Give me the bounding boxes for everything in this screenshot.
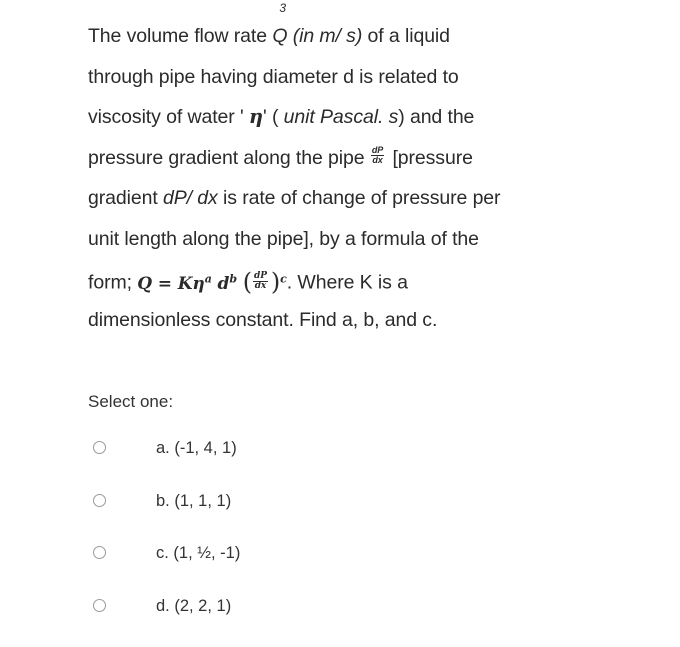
question-line-2: through pipe having diameter d is related to <box>88 57 648 98</box>
option-d[interactable] <box>93 595 240 647</box>
option-c[interactable] <box>93 542 240 595</box>
radio-icon[interactable] <box>93 494 106 507</box>
question-line-6: unit length along the pipe], by a formula of the <box>88 219 648 260</box>
option-label[interactable]: c. (1, ½, -1) <box>156 542 240 564</box>
question-line-8: dimensionless constant. Find a, b, and c. <box>88 300 648 341</box>
option-label[interactable]: b. (1, 1, 1) <box>156 490 231 512</box>
question-text <box>88 16 648 340</box>
radio-icon[interactable] <box>93 599 106 612</box>
flow-rate-symbol: Q (in m 3 <box>272 16 335 57</box>
radio-icon[interactable] <box>93 441 106 454</box>
option-b[interactable] <box>93 490 240 543</box>
option-a[interactable] <box>93 437 240 490</box>
answer-options <box>93 437 240 647</box>
question-line-4: pressure gradient along the pipe $\frac{dP}{dx}$ [pressure <box>88 138 648 179</box>
viscosity-symbol: η <box>249 105 263 128</box>
select-one-label: Select one: <box>88 390 173 414</box>
formula-fraction: $\frac{dP}{dx}$ <box>253 272 268 291</box>
pressure-gradient-fraction: $\frac{dP}{dx}$ <box>371 146 384 165</box>
radio-icon[interactable] <box>93 546 106 559</box>
formula: $Q = K\eta^a$ $d^b$ ( $\frac{dP}{dx}$ )$^c$ <box>137 274 287 294</box>
option-label[interactable]: a. (-1, 4, 1) <box>156 437 237 459</box>
question-line-1: The volume flow rate Q (in m 3 / s) of a liquid <box>88 16 648 57</box>
option-label[interactable]: d. (2, 2, 1) <box>156 595 231 617</box>
question-line-7: form; $Q = K\eta^a$ $d^b$ ( $\frac{dP}{dx}$ )$^c$. Where K is a <box>88 259 648 300</box>
question-line-3: viscosity of water ' η' ( unit Pascal. s) and the <box>88 97 648 138</box>
question-line-5: gradient dP/ dx is rate of change of pressure per <box>88 178 648 219</box>
